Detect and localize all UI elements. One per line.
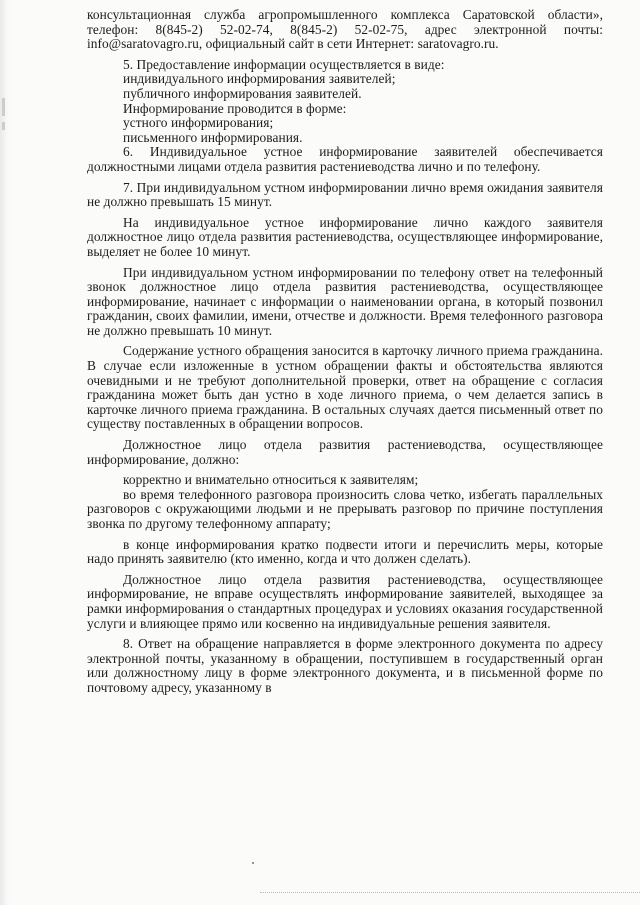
paragraph-item-8: 8. Ответ на обращение направляется в форме электронного документа по адресу электронной почты, указанному в обращении, поступившем в государственный орган или должностному лицу в форме электронного документа, и в письменной форме по почтовому адресу, указанному в (87, 636, 603, 695)
scan-speck (252, 862, 254, 864)
paragraph-item-5: 5. Предоставление информации осуществляется в виде: (123, 56, 445, 72)
list-item: во время телефонного разговора произносить слова четко, избегать параллельных разговоров с окружающими людьми и не прерывать разговор по причине поступления звонка по другому телефонному аппарату; (87, 486, 603, 531)
list-item: публичного информирования заявителей. (123, 85, 362, 101)
scan-edge-shadow (0, 0, 10, 905)
paragraph-official-duties: Должностное лицо отдела развития растениеводства, осуществляющее информирование, должно: (87, 437, 603, 467)
list-item: письменного информирования. (123, 129, 303, 145)
list-item: индивидуального информирования заявителей; (123, 71, 396, 87)
paragraph-form: Информирование проводится в форме: (123, 100, 347, 116)
paragraph-item-7: 7. При индивидуальном устном информировании лично время ожидания заявителя не должно превышать 15 минут. (87, 179, 603, 210)
paragraph-time-limit: На индивидуальное устное информирование лично каждого заявителя должностное лицо отдела развития растениеводства, осуществляющее информирование, выделяет не более 10 минут. (87, 214, 603, 259)
list-item: в конце информирования кратко подвести итоги и перечислить меры, которые надо принять заявителю (кто именно, когда и что должен сделать). (87, 536, 603, 567)
list-item: устного информирования; (123, 115, 274, 131)
document-body (87, 8, 603, 696)
paragraph-item-6: 6. Индивидуальное устное информирование заявителей обеспечивается должностными лицами отдела развития растениеводства лично и по телефону. (87, 144, 603, 174)
paragraph-oral-appeal: Содержание устного обращения заносится в карточку личного приема гражданина. В случае если изложенные в устном обращении факты и обстоятельства являются очевидными и не требуют дополнительной проверки, ответ на обращение с согласия гражданина может быть дан устно в ходе личного приема, о чем делается запись в карточке личного приема гражданина. В остальных случаях дается письменный ответ по существу поставленных в обращении вопросов. (87, 343, 603, 432)
list-item: корректно и внимательно относиться к заявителям; (123, 472, 419, 488)
scan-bottom-edge (260, 892, 640, 894)
paragraph-phone-info: При индивидуальном устном информировании по телефону ответ на телефонный звонок должностное лицо отдела развития растениеводства, осуществляющее информирование, начинает с информации о наименовании органа, в который позвонил гражданин, своих фамилии, имени, отчестве и должности. Время телефонного разговора не должно превышать 10 минут. (87, 264, 603, 338)
scan-artifact (2, 98, 5, 116)
paragraph-contacts: консультационная служба агропромышленного комплекса Саратовской области», телефон: 8(845-2) 52-02-74, 8(845-2) 52-02-75, адрес электронной почты: info@saratovagro.ru, официальный сайт в сети Интернет: saratovagro.ru. (87, 7, 603, 52)
scan-artifact (2, 122, 5, 130)
paragraph-restrictions: Должностное лицо отдела развития растениеводства, осуществляющее информирование, не вправе осуществлять информирование заявителей, выходящее за рамки информирования о стандартных процедурах и условиях оказания государственной услуги и влияющее прямо или косвенно на индивидуальные решения заявителя. (87, 571, 603, 631)
